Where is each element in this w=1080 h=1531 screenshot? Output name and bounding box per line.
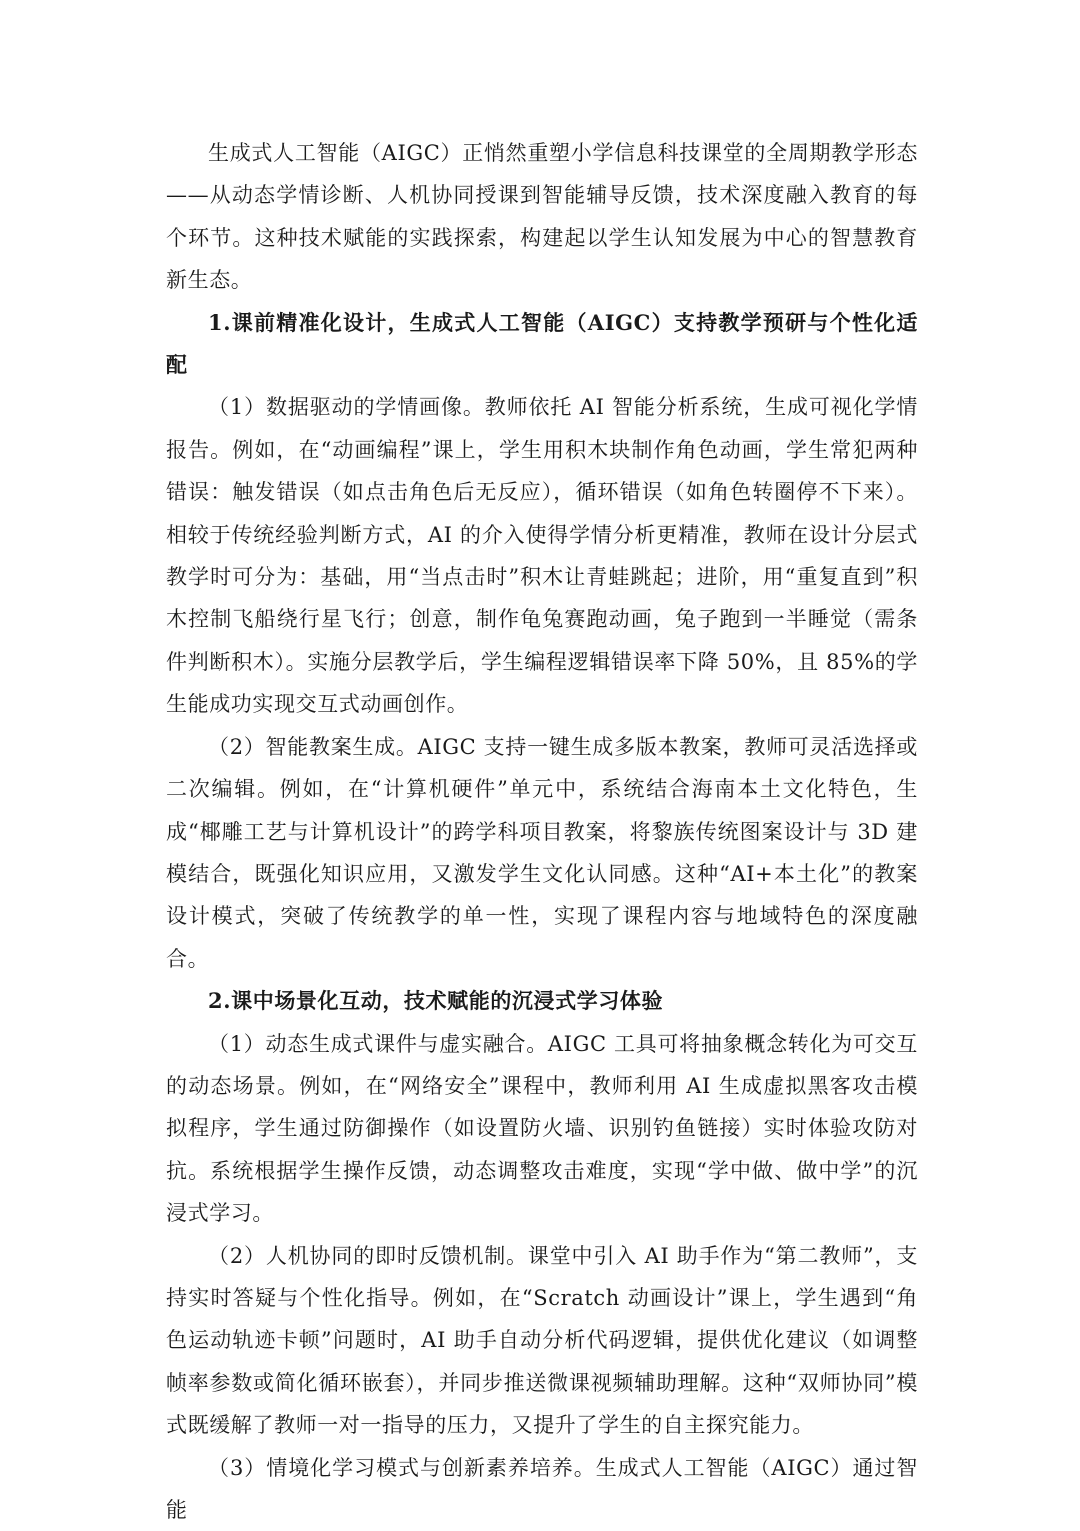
section-2-heading: 2.课中场景化互动，技术赋能的沉浸式学习体验 bbox=[208, 988, 664, 1014]
intro-paragraph: 生成式人工智能（AIGC）正悄然重塑小学信息科技课堂的全周期教学形态——从动态学情诊断、人机协同授课到智能辅导反馈，技术深度融入教育的每个环节。这种技术赋能的实践探索，构建起以学生认知发展为中心的智慧教育新生态。 bbox=[166, 141, 918, 293]
section-2-paragraph-2: （2）人机协同的即时反馈机制。课堂中引入 AI 助手作为“第二教师”，支持实时答疑与个性化指导。例如，在“Scratch 动画设计”课上，学生遇到“角色运动轨迹卡顿”问题时，AI 助手自动分析代码逻辑，提供优化建议（如调整帧率参数或简化循环嵌套），并同步推送微课视频辅助理解。这种“双师协同”模式既缓解了教师一对一指导的压力，又提升了学生的自主探究能力。 bbox=[166, 1243, 918, 1438]
document-page bbox=[166, 132, 918, 1531]
section-1-paragraph-1: （1）数据驱动的学情画像。教师依托 AI 智能分析系统，生成可视化学情报告。例如，在“动画编程”课上，学生用积木块制作角色动画，学生常犯两种错误：触发错误（如点击角色后无反应），循环错误（如角色转圈停不下来）。相较于传统经验判断方式，AI 的介入使得学情分析更精准，教师在设计分层式教学时可分为：基础，用“当点击时”积木让青蛙跳起；进阶，用“重复直到”积木控制飞船绕行星飞行；创意，制作龟兔赛跑动画，兔子跑到一半睡觉（需条件判断积木）。实施分层教学后，学生编程逻辑错误率下降 50%，且 85%的学生能成功实现交互式动画创作。 bbox=[166, 395, 918, 717]
section-1-heading: 1.课前精准化设计，生成式人工智能（AIGC）支持教学预研与个性化适配 bbox=[166, 309, 918, 378]
section-1-paragraph-2: （2）智能教案生成。AIGC 支持一键生成多版本教案，教师可灵活选择或二次编辑。例如，在“计算机硬件”单元中，系统结合海南本土文化特色，生成“椰雕工艺与计算机设计”的跨学科项目教案，将黎族传统图案设计与 3D 建模结合，既强化知识应用，又激发学生文化认同感。这种“AI+本土化”的教案设计模式，突破了传统教学的单一性，实现了课程内容与地域特色的深度融合。 bbox=[166, 734, 918, 971]
section-2-paragraph-1: （1）动态生成式课件与虚实融合。AIGC 工具可将抽象概念转化为可交互的动态场景。例如，在“网络安全”课程中，教师利用 AI 生成虚拟黑客攻击模拟程序，学生通过防御操作（如设置防火墙、识别钓鱼链接）实时体验攻防对抗。系统根据学生操作反馈，动态调整攻击难度，实现“学中做、做中学”的沉浸式学习。 bbox=[166, 1031, 918, 1226]
section-2-paragraph-3: （3）情境化学习模式与创新素养培养。生成式人工智能（AIGC）通过智能 bbox=[166, 1455, 918, 1522]
